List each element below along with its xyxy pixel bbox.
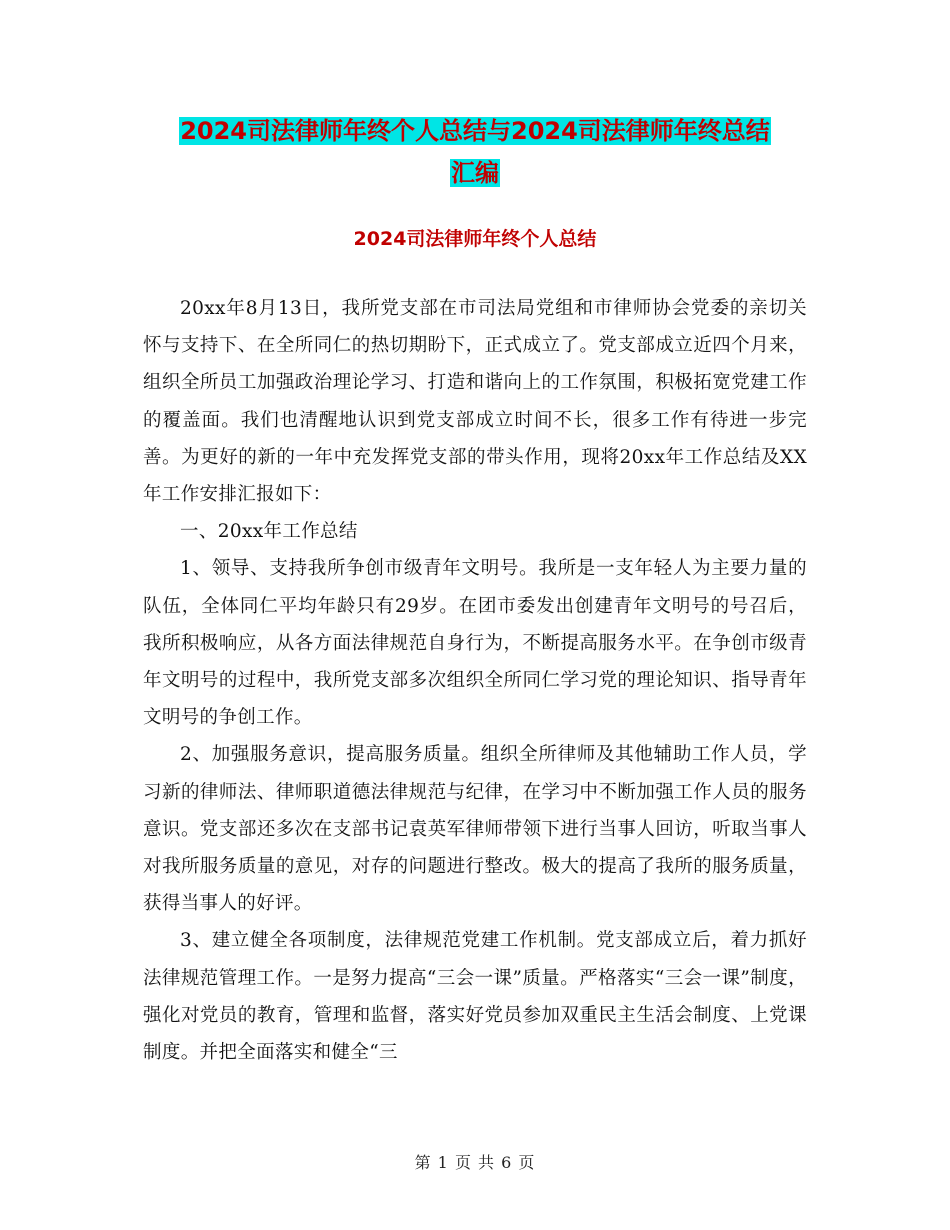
document-title-line-1: 2024司法律师年终个人总结与2024司法律师年终总结 [180, 117, 770, 145]
document-title-line-2: 汇编 [451, 159, 499, 187]
document-body [143, 290, 807, 1071]
document-title [0, 110, 950, 194]
paragraph-item-1: 1、领导、支持我所争创市级青年文明号。我所是一支年轻人为主要力量的队伍，全体同仁平均年龄只有29岁。在团市委发出创建青年文明号的号召后，我所积极响应，从各方面法律规范自身行为，不断提高服务水平。在争创市级青年文明号的过程中，我所党支部多次组织全所同仁学习党的理论知识、指导青年文明号的争创工作。 [143, 558, 807, 729]
section-title: 2024司法律师年终个人总结 [353, 228, 597, 250]
paragraph-intro: 20xx年8月13日，我所党支部在市司法局党组和市律师协会党委的亲切关怀与支持下、在全所同仁的热切期盼下，正式成立了。党支部成立近四个月来，组织全所员工加强政治理论学习、打造和谐向上的工作氛围，积极拓宽党建工作的覆盖面。我们也清醒地认识到党支部成立时间不长，很多工作有待进一步完善。为更好的新的一年中充发挥党支部的带头作用，现将20xx年工作总结及XX年工作安排汇报如下： [143, 298, 807, 506]
paragraph-item-3: 3、建立健全各项制度，法律规范党建工作机制。党支部成立后，着力抓好法律规范管理工作。一是努力提高“三会一课”质量。严格落实“三会一课”制度，强化对党员的教育，管理和监督，落实好党员参加双重民主生活会制度、上党课制度。并把全面落实和健全“三 [143, 930, 807, 1064]
heading-work-summary: 一、20xx年工作总结 [180, 521, 358, 543]
page-number-footer: 第 1 页 共 6 页 [414, 1153, 536, 1172]
paragraph-item-2: 2、加强服务意识，提高服务质量。组织全所律师及其他辅助工作人员，学习新的律师法、律师职道德法律规范与纪律，在学习中不断加强工作人员的服务意识。党支部还多次在支部书记袁英军律师带领下进行当事人回访，听取当事人对我所服务质量的意见，对存的问题进行整改。极大的提高了我所的服务质量，获得当事人的好评。 [143, 744, 807, 915]
